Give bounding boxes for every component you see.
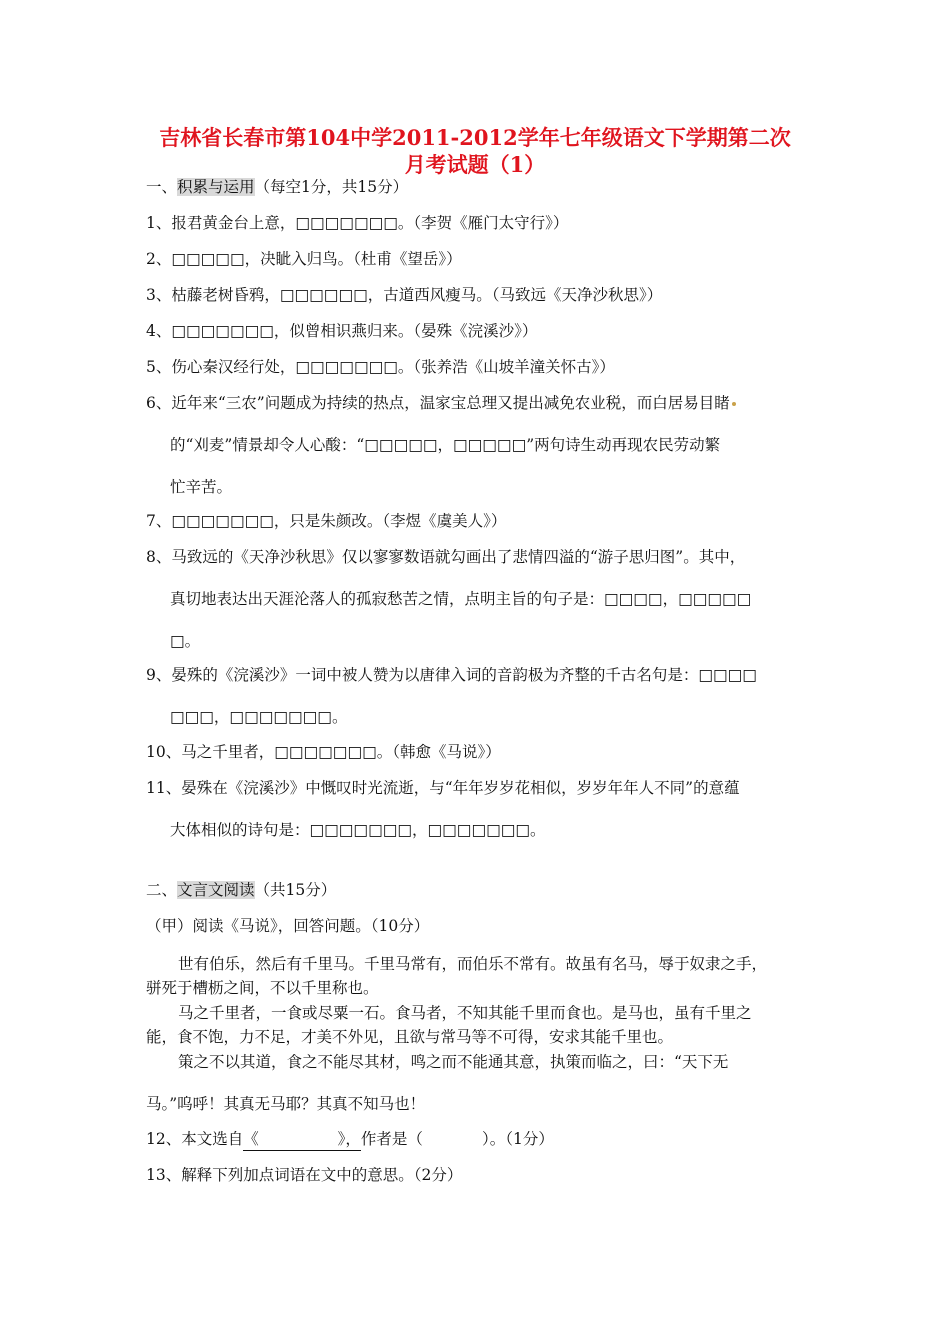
section1-prefix: 一、 [146,178,178,196]
question-6-line3: 忙辛苦。 [170,478,233,496]
question-11-line1: 11、晏殊在《浣溪沙》中慨叹时光流逝，与“年年岁岁花相似，岁岁年年人不同”的意蕴 [146,779,740,797]
question-12: 12、本文选自《 》，作者是（ ）。（1分） [146,1128,554,1151]
question-6-line1: 6、近年来“三农”问题成为持续的热点，温家宝总理又提出减免农业税，而白居易目睹 [146,392,736,414]
question-8-line1: 8、马致远的《天净沙秋思》仅以寥寥数语就勾画出了悲情四溢的“游子思归图”。其中， [146,548,746,566]
question-11-line2: 大体相似的诗句是：□□□□□□□，□□□□□□□。 [170,821,546,839]
section2-prefix: 二、 [146,881,178,899]
part-a-instruction: （甲）阅读《马说》，回答问题。（10分） [146,917,430,935]
passage-p2-line2: 能，食不饱，力不足，才美不外见，且欲与常马等不可得，安求其能千里也。 [146,1028,674,1046]
question-4: 4、□□□□□□□，似曾相识燕归来。（晏殊《浣溪沙》） [146,322,538,340]
question-2: 2、□□□□□，决眦入归鸟。（杜甫《望岳》） [146,250,462,268]
question-6-line2: 的“刈麦”情景却令人心酸：“□□□□□，□□□□□”两句诗生动再现农民劳动繁 [170,436,721,454]
question-5: 5、伤心秦汉经行处，□□□□□□□。（张养浩《山坡羊潼关怀古》） [146,358,615,376]
question-3: 3、枯藤老树昏鸦，□□□□□□，古道西风瘦马。（马致远《天净沙秋思》） [146,286,663,304]
section1-score: （每空1分，共15分） [254,178,409,196]
section2-heading [146,879,336,901]
exam-title-line2: 月考试题（1） [404,152,546,177]
passage-p1-line1: 世有伯乐，然后有千里马。千里马常有，而伯乐不常有。故虽有名马，辱于奴隶之手， [178,955,768,973]
passage-p2-line1: 马之千里者，一食或尽粟一石。食马者，不知其能千里而食也。是马也，虽有千里之 [178,1004,752,1022]
question-8-line3: □。 [170,632,201,650]
section1-heading [146,176,408,198]
question-13: 13、解释下列加点词语在文中的意思。（2分） [146,1166,463,1184]
question-7: 7、□□□□□□□，只是朱颜改。（李煜《虞美人》） [146,512,507,530]
section1-title: 积累与运用 [177,178,255,196]
question-9-line2: □□□，□□□□□□□。 [170,708,348,726]
question-9-line1: 9、晏殊的《浣溪沙》一词中被人赞为以唐律入词的音韵极为齐整的千古名句是：□□□□ [146,666,757,684]
passage-p3-line2: 马。”呜呼！其真无马耶？其真不知马也！ [146,1095,426,1113]
question-10: 10、马之千里者，□□□□□□□。（韩愈《马说》） [146,743,501,761]
passage-p3-line1: 策之不以其道，食之不能尽其材，鸣之而不能通其意，执策而临之，曰：“天下无 [178,1053,729,1071]
section2-score: （共15分） [254,881,337,899]
section2-title: 文言文阅读 [177,881,255,899]
exam-title-line1: 吉林省长春市第104中学2011-2012学年七年级语文下学期第二次 [159,125,791,150]
question-1: 1、报君黄金台上意，□□□□□□□。（李贺《雁门太守行》） [146,214,569,232]
passage-p1-line2: 骈死于槽枥之间，不以千里称也。 [146,979,379,997]
question-8-line2: 真切地表达出天涯沦落人的孤寂愁苦之情，点明主旨的句子是：□□□□，□□□□□ [170,590,752,608]
answer-blank-book: 《 》， [243,1128,361,1151]
mark-dot [732,402,736,406]
